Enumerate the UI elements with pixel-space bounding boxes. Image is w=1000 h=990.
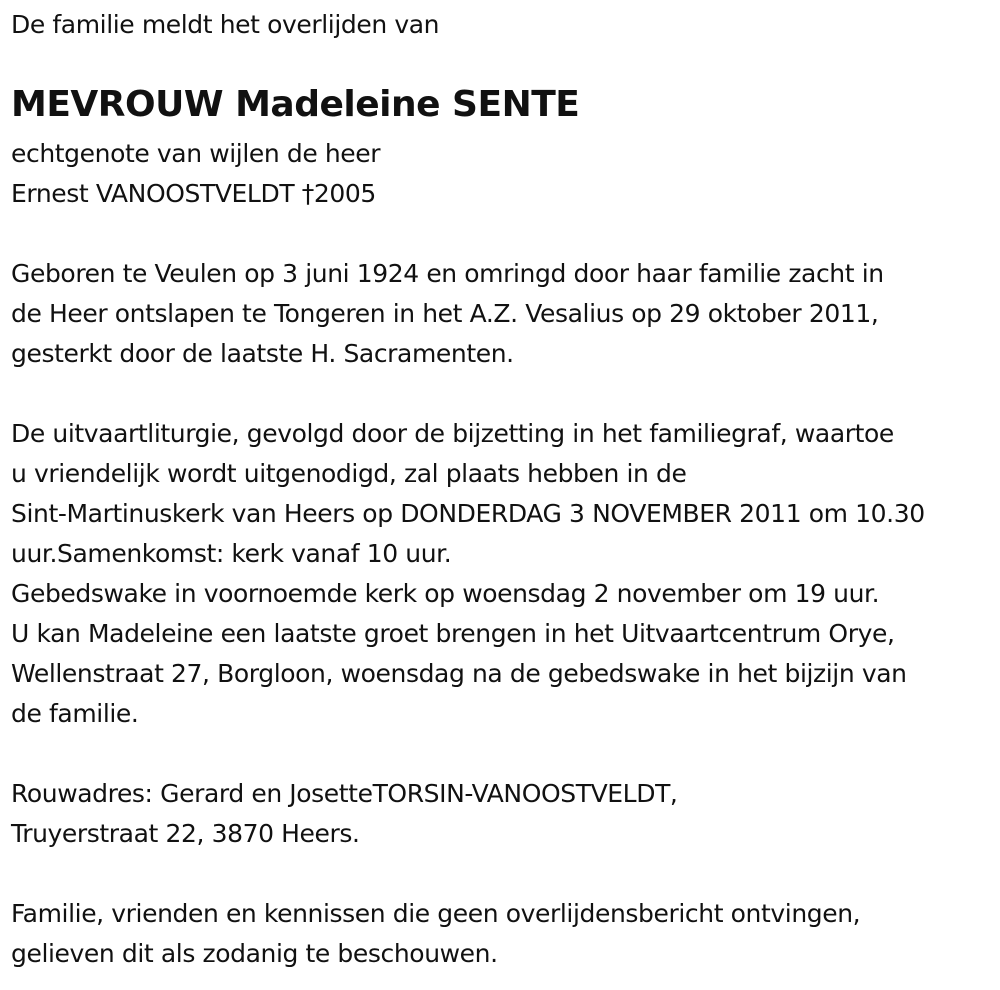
address-line: Rouwadres: Gerard en JosetteTORSIN-VANOOSTVELDT, bbox=[11, 779, 678, 808]
deceased-name: MEVROUW Madeleine SENTE bbox=[11, 84, 580, 125]
spouse-line-2: Ernest VANOOSTVELDT †2005 bbox=[11, 179, 376, 208]
ceremony-line: De uitvaartliturgie, gevolgd door de bijzetting in het familiegraf, waartoe bbox=[11, 419, 894, 448]
closing-line: Familie, vrienden en kennissen die geen overlijdensbericht ontvingen, bbox=[11, 899, 861, 928]
birth-line: Geboren te Veulen op 3 juni 1924 en omringd door haar familie zacht in bbox=[11, 259, 884, 288]
ceremony-line: Gebedswake in voornoemde kerk op woensdag 2 november om 19 uur. bbox=[11, 579, 880, 608]
address-line: Truyerstraat 22, 3870 Heers. bbox=[11, 819, 360, 848]
closing-line: gelieven dit als zodanig te beschouwen. bbox=[11, 939, 498, 968]
ceremony-line: de familie. bbox=[11, 699, 139, 728]
ceremony-line: uur.Samenkomst: kerk vanaf 10 uur. bbox=[11, 539, 452, 568]
birth-line: de Heer ontslapen te Tongeren in het A.Z. Vesalius op 29 oktober 2011, bbox=[11, 299, 879, 328]
ceremony-line: Wellenstraat 27, Borgloon, woensdag na de gebedswake in het bijzijn van bbox=[11, 659, 907, 688]
ceremony-line: Sint-Martinuskerk van Heers op DONDERDAG 3 NOVEMBER 2011 om 10.30 bbox=[11, 499, 925, 528]
ceremony-line: U kan Madeleine een laatste groet brengen in het Uitvaartcentrum Orye, bbox=[11, 619, 895, 648]
spouse-line-1: echtgenote van wijlen de heer bbox=[11, 139, 381, 168]
birth-line: gesterkt door de laatste H. Sacramenten. bbox=[11, 339, 514, 368]
ceremony-line: u vriendelijk wordt uitgenodigd, zal plaats hebben in de bbox=[11, 459, 687, 488]
intro-text: De familie meldt het overlijden van bbox=[11, 10, 440, 39]
